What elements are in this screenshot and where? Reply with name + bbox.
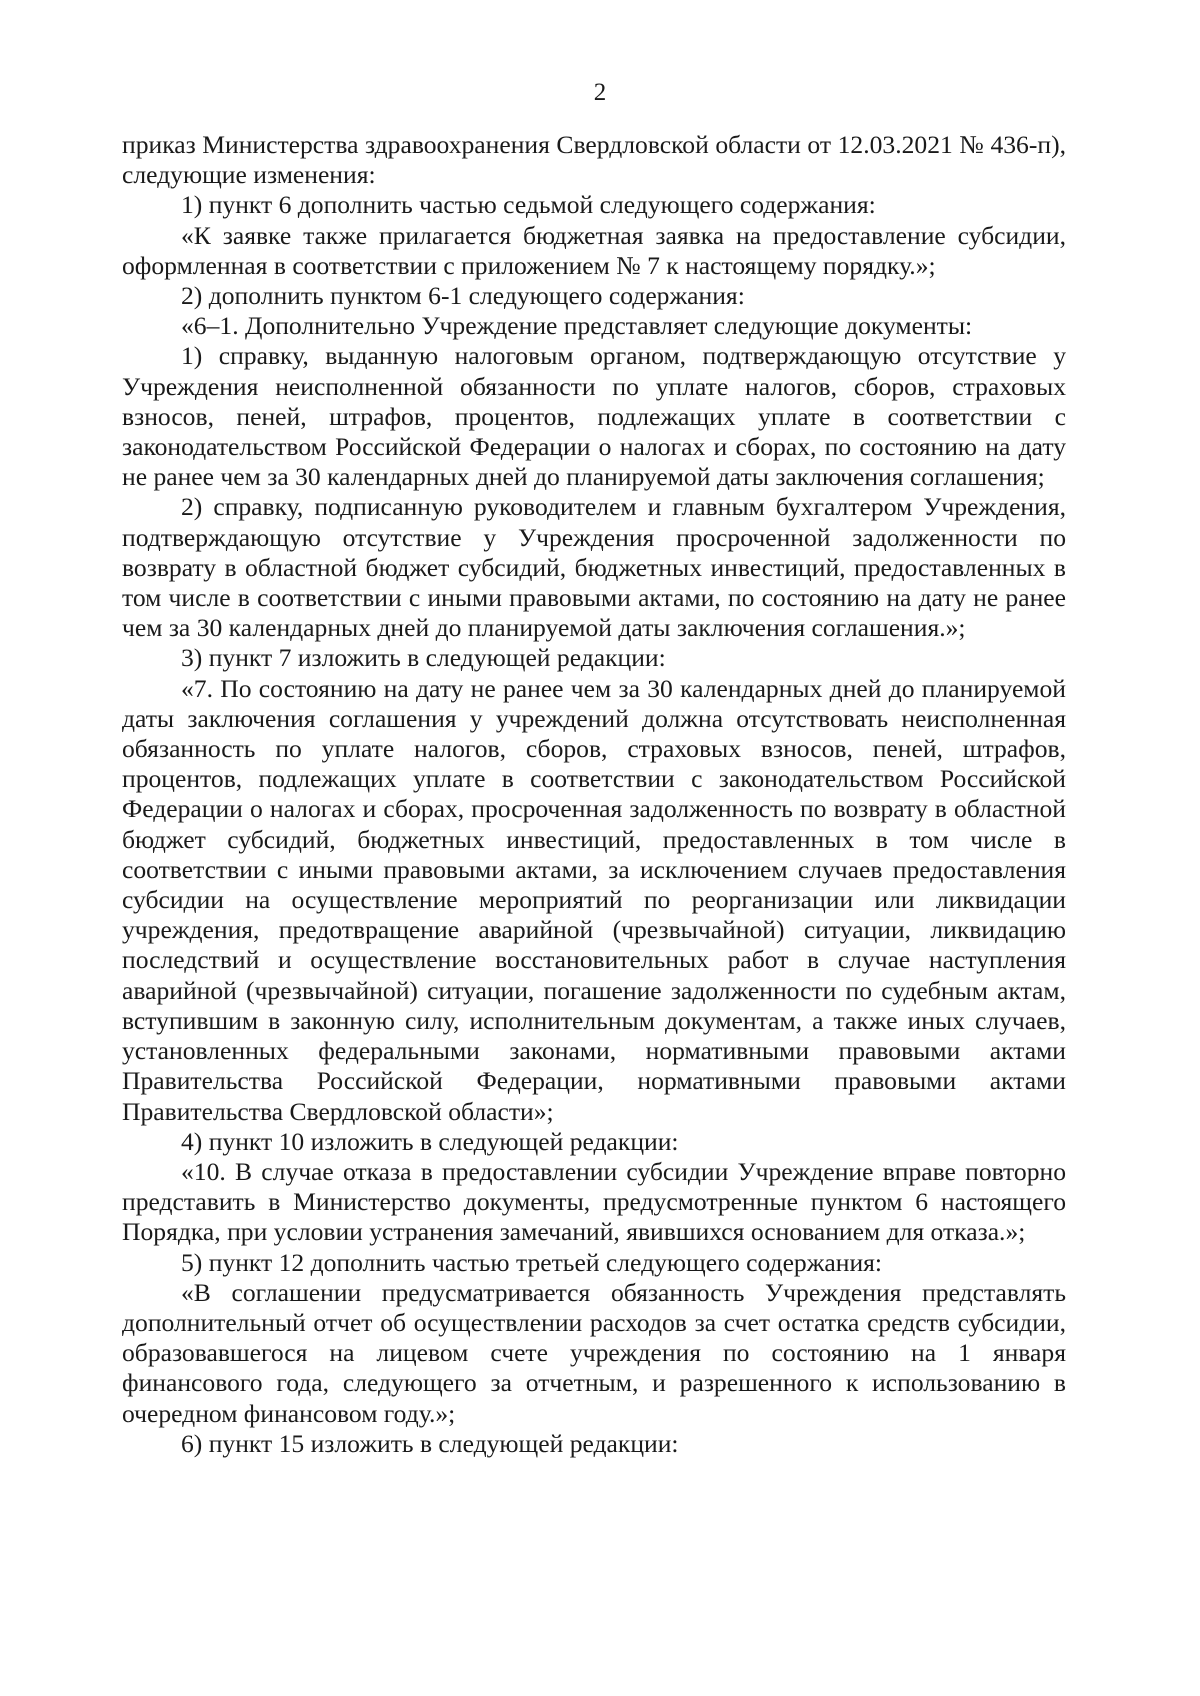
- paragraph: 1) пункт 6 дополнить частью седьмой следующего содержания:: [181, 190, 876, 220]
- paragraph: «К заявке также прилагается бюджетная заявка на предоставление субсидии, оформленная в соответствии с приложением № 7 к настоящему порядку.»;: [122, 220, 1066, 280]
- paragraph: 2) дополнить пунктом 6-1 следующего содержания:: [181, 281, 745, 311]
- paragraph: «10. В случае отказа в предоставлении субсидии Учреждение вправе повторно представить в Министерство документы, предусмотренные пунктом 6 настоящего Порядка, при условии устранения замечаний, явившихся основанием для отказа.»;: [122, 1156, 1066, 1247]
- paragraph: 3) пункт 7 изложить в следующей редакции:: [181, 643, 666, 673]
- paragraph: «6–1. Дополнительно Учреждение представляет следующие документы:: [181, 311, 973, 341]
- paragraph: «В соглашении предусматривается обязанность Учреждения представлять дополнительный отчет об осуществлении расходов за счет остатка средств субсидии, образовавшегося на лицевом счете учреждения по состоянию на 1 января финансового года, следующего за отчетным, и разрешенного к использованию в очередном финансовом году.»;: [122, 1277, 1066, 1428]
- paragraph: 5) пункт 12 дополнить частью третьей следующего содержания:: [181, 1247, 883, 1277]
- paragraph: 1) справку, выданную налоговым органом, подтверждающую отсутствие у Учреждения неисполненной обязанности по уплате налогов, сборов, страховых взносов, пеней, штрафов, процентов, подлежащих уплате в соответствии с законодательством Российской Федерации о налогах и сборах, по состоянию на дату не ранее чем за 30 календарных дней до планируемой даты заключения соглашения;: [122, 341, 1066, 492]
- paragraph: приказ Министерства здравоохранения Свердловской области от 12.03.2021 № 436-п), следующие изменения:: [122, 130, 1066, 190]
- paragraph: 2) справку, подписанную руководителем и главным бухгалтером Учреждения, подтверждающую отсутствие у Учреждения просроченной задолженности по возврату в областной бюджет субсидий, бюджетных инвестиций, предоставленных в том числе в соответствии с иными правовыми актами, по состоянию на дату не ранее чем за 30 календарных дней до планируемой даты заключения соглашения.»;: [122, 492, 1066, 643]
- paragraph: 6) пункт 15 изложить в следующей редакции:: [181, 1428, 679, 1458]
- document-body: [122, 130, 1066, 1459]
- page-number: 2: [593, 79, 607, 106]
- paragraph: 4) пункт 10 изложить в следующей редакции:: [181, 1126, 679, 1156]
- paragraph: «7. По состоянию на дату не ранее чем за 30 календарных дней до планируемой даты заключения соглашения у учреждений должна отсутствовать неисполненная обязанность по уплате налогов, сборов, страховых взносов, пеней, штрафов, процентов, подлежащих уплате в соответствии с законодательством Российской Федерации о налогах и сборах, просроченная задолженность по возврату в областной бюджет субсидий, бюджетных инвестиций, предоставленных в том числе в соответствии с иными правовыми актами, за исключением случаев предоставления субсидии на осуществление мероприятий по реорганизации или ликвидации учреждения, предотвращение аварийной (чрезвычайной) ситуации, ликвидацию последствий и осуществление восстановительных работ в случае наступления аварийной (чрезвычайной) ситуации, погашение задолженности по судебным актам, вступившим в законную силу, исполнительным документам, а также иных случаев, установленных федеральными законами, нормативными правовыми актами Правительства Российской Федерации, нормативными правовыми актами Правительства Свердловской области»;: [122, 673, 1066, 1126]
